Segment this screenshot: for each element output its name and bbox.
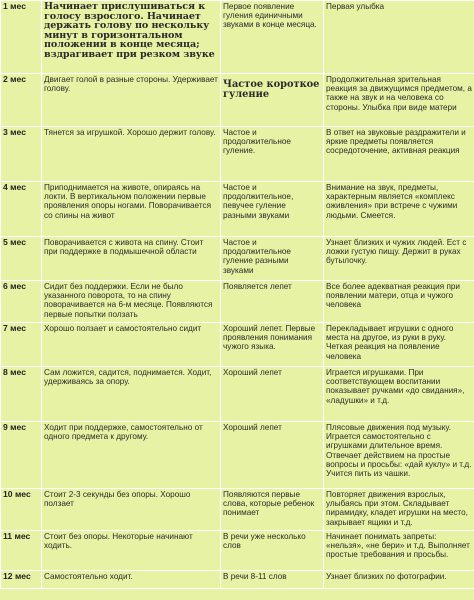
table-row	[1, 422, 474, 489]
age-cell: 11 мес	[1, 531, 42, 571]
age-cell: 2 мес	[1, 74, 42, 127]
speech-cell: Частое короткое гуление	[221, 74, 324, 127]
table-row	[1, 323, 474, 367]
social-cell: Играется игрушками. При соответствующем воспитании показывает ручками «до свидания», «ладушки» и т.д.	[324, 367, 474, 422]
motor-skills-cell: Самостоятельно ходит.	[42, 571, 221, 589]
social-cell: Перекладывает игрушки с одного места на другое, из руки в руку. Четкая реакция на появление человека	[324, 323, 474, 367]
speech-cell: Частое и продолжительное гуление.	[221, 127, 324, 182]
age-cell: 4 мес	[1, 182, 42, 237]
age-cell: 10 мес	[1, 489, 42, 531]
table-row	[1, 489, 474, 531]
social-cell: Повторяет движения взрослых, улыбаясь при этом. Складывает пирамидку, кладет игрушки на место, закрывает ящики и т.д.	[324, 489, 474, 531]
speech-cell: Появляются первые слова, которые ребенок понимает	[221, 489, 324, 531]
speech-cell: Первое появление гуления единичными звуками в конце месяца.	[221, 1, 324, 74]
motor-skills-cell: Двигает голой в разные стороны. Удерживает голову.	[42, 74, 221, 127]
table-row	[1, 237, 474, 281]
motor-skills-cell: Стоит 2-3 секунды без опоры. Хорошо ползает	[42, 489, 221, 531]
social-cell: Первая улыбка	[324, 1, 474, 74]
social-cell: Начинает понимать запреты: «нельзя», «не бери» и т.д. Выполняет простые требования и просьбы.	[324, 531, 474, 571]
motor-skills-cell: Приподнимается на животе, опираясь на локти. В вертикальном положении первые проявления опоры ногами. Поворачивается со спины на живот	[42, 182, 221, 237]
speech-cell: В речи уже несколько слов	[221, 531, 324, 571]
speech-cell: Появляется лепет	[221, 281, 324, 323]
table-row	[1, 281, 474, 323]
motor-skills-cell: Поворачивается с живота на спину. Стоит при поддержке в подмышечной области	[42, 237, 221, 281]
speech-cell: В речи 8-11 слов	[221, 571, 324, 589]
age-cell: 3 мес	[1, 127, 42, 182]
speech-cell: Хороший лепет. Первые проявления понимания чужого языка.	[221, 323, 324, 367]
speech-cell: Хороший лепет	[221, 422, 324, 489]
motor-skills-cell: Сам ложится, садится, поднимается. Ходит, удерживаясь за опору.	[42, 367, 221, 422]
motor-skills-cell: Хорошо ползает и самостоятельно сидит	[42, 323, 221, 367]
speech-cell: Частое и продолжительное, певучее гуление разными звуками	[221, 182, 324, 237]
table-row	[1, 127, 474, 182]
table-row	[1, 182, 474, 237]
social-cell: Узнает близких по фотографии.	[324, 571, 474, 589]
table-row	[1, 571, 474, 589]
speech-cell: Частое и продолжительное гуление разными звуками	[221, 237, 324, 281]
age-cell: 9 мес	[1, 422, 42, 489]
social-cell: Продолжительная зрительная реакция за движущимся предметом, а также на звук и на человека со стороны. Улыбка при виде матери	[324, 74, 474, 127]
motor-skills-cell: Сидит без поддержки. Если не было указанного поворота, то на спину поворачивается на 6-м месяце. Появляются первые попытки ползать	[42, 281, 221, 323]
age-cell: 8 мес	[1, 367, 42, 422]
age-cell: 5 мес	[1, 237, 42, 281]
table-row	[1, 367, 474, 422]
motor-skills-cell: Тянется за игрушкой. Хорошо держит голову.	[42, 127, 221, 182]
motor-skills-cell: Начинает прислушиваться к голосу взрослого. Начинает держать голову по нескольку минут в горизонтальном положении в конце месяца; вздрагивает при резком звуке	[42, 1, 221, 74]
age-cell: 7 мес	[1, 323, 42, 367]
age-cell: 6 мес	[1, 281, 42, 323]
table-row	[1, 74, 474, 127]
table-row	[1, 531, 474, 571]
social-cell: Узнает близких и чужих людей. Ест с ложки густую пищу. Держит в руках бутылочку.	[324, 237, 474, 281]
table-row	[1, 1, 474, 74]
social-cell: Внимание на звук, предметы, характерным является «комплекс оживления» при встрече с чужими людьми. Смеется.	[324, 182, 474, 237]
age-cell: 12 мес	[1, 571, 42, 589]
social-cell: Все более адекватная реакция при появлении матери, отца и чужого человека	[324, 281, 474, 323]
social-cell: Плясовые движения под музыку. Играется самостоятельно с игрушками длительное время. Отвечает действием на простые вопросы и просьбы: «дай куклу» и т.д. Учится пить из чашки.	[324, 422, 474, 489]
social-cell: В ответ на звуковые раздражители и яркие предметы появляется сосредоточение, активная реакция	[324, 127, 474, 182]
motor-skills-cell: Ходит при поддержке, самостоятельно от одного предмета к другому.	[42, 422, 221, 489]
speech-cell: Хороший лепет	[221, 367, 324, 422]
age-cell: 1 мес	[1, 1, 42, 74]
motor-skills-cell: Стоит без опоры. Некоторые начинают ходить.	[42, 531, 221, 571]
